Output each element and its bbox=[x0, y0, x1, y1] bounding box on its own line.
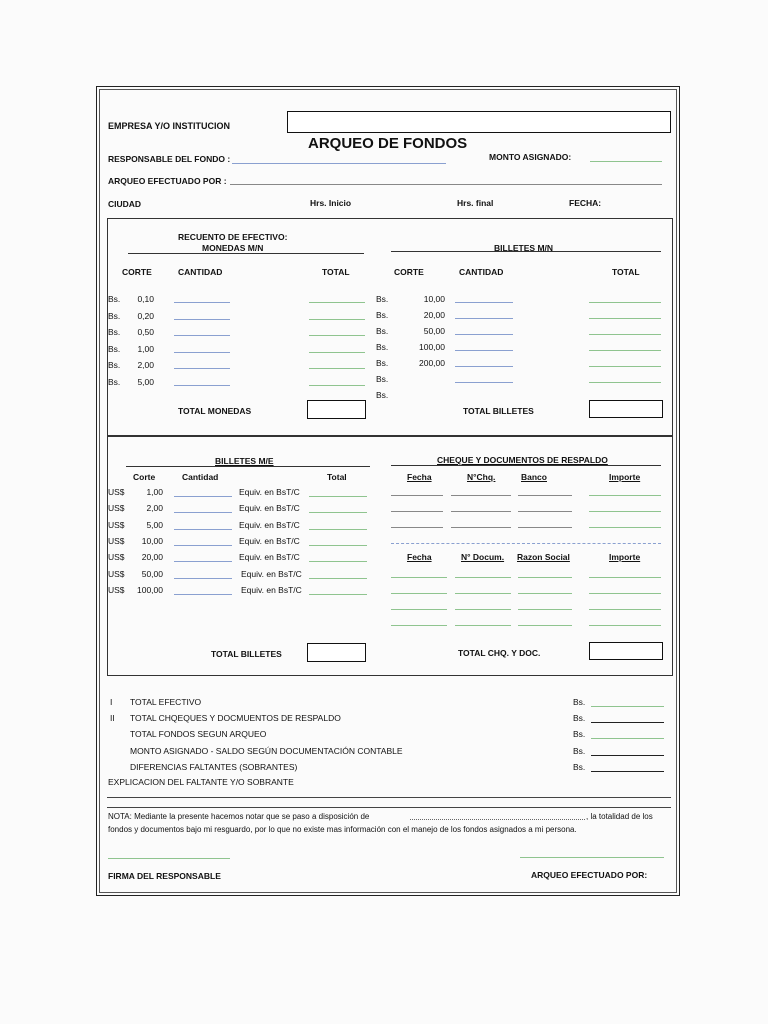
nota-line1-start: NOTA: Mediante la presente hacemos notar que se paso a disposición de bbox=[108, 812, 370, 821]
cheque-field[interactable] bbox=[451, 495, 511, 496]
me-cantidad-field[interactable] bbox=[174, 512, 232, 513]
monedas-title: MONEDAS M/N bbox=[202, 243, 264, 253]
me-currency: US$ bbox=[108, 487, 125, 497]
billete-total-field[interactable] bbox=[589, 366, 661, 367]
documento-field[interactable] bbox=[391, 625, 447, 626]
billete-currency: Bs. bbox=[376, 294, 389, 304]
me-currency: US$ bbox=[108, 503, 125, 514]
summary-currency: Bs. bbox=[573, 761, 586, 772]
cheque-field[interactable] bbox=[451, 527, 511, 528]
summary-currency: Bs. bbox=[573, 713, 586, 724]
col-corte: CORTE bbox=[122, 267, 152, 277]
billete-cantidad-field[interactable] bbox=[455, 334, 513, 335]
documento-field[interactable] bbox=[518, 625, 572, 626]
moneda-corte: 0,10 bbox=[137, 294, 154, 304]
total-monedas-box[interactable] bbox=[307, 400, 366, 419]
me-corte: 10,00 bbox=[141, 535, 163, 546]
moneda-cantidad-field[interactable] bbox=[174, 368, 230, 369]
billete-currency: Bs. bbox=[376, 310, 389, 320]
cheques-title: CHEQUE Y DOCUMENTOS DE RESPALDO bbox=[437, 455, 608, 465]
summary-amount-field[interactable] bbox=[591, 755, 664, 756]
firma-line[interactable] bbox=[108, 858, 230, 859]
moneda-currency: Bs. bbox=[108, 327, 121, 337]
billete-corte: 200,00 bbox=[419, 358, 445, 368]
chq-h1-banco: Banco bbox=[521, 472, 547, 482]
moneda-cantidad-field[interactable] bbox=[174, 352, 230, 353]
moneda-cantidad-field[interactable] bbox=[174, 385, 230, 386]
cheque-field[interactable] bbox=[391, 511, 443, 512]
cheque-field[interactable] bbox=[391, 495, 443, 496]
me-equiv-label: Equiv. en BsT/C bbox=[239, 552, 300, 563]
billete-currency: Bs. bbox=[376, 358, 389, 368]
page-title: ARQUEO DE FONDOS bbox=[308, 135, 468, 152]
documento-field[interactable] bbox=[455, 609, 511, 610]
summary-currency: Bs. bbox=[573, 745, 586, 756]
summary-currency: Bs. bbox=[573, 697, 586, 707]
documento-field[interactable] bbox=[589, 625, 661, 626]
col-cantidad: CANTIDAD bbox=[178, 267, 223, 277]
me-col-corte: Corte bbox=[133, 472, 156, 482]
me-total-field[interactable] bbox=[309, 578, 367, 579]
cheque-field[interactable] bbox=[589, 527, 661, 528]
empresa-input-box[interactable] bbox=[287, 111, 671, 133]
chq-h1-fecha: Fecha bbox=[407, 472, 432, 482]
ciudad-label: CIUDAD bbox=[108, 199, 142, 209]
chq-h2-importe: Importe bbox=[609, 552, 641, 562]
documento-field[interactable] bbox=[518, 577, 572, 578]
moneda-total-field[interactable] bbox=[309, 385, 365, 386]
me-total-field[interactable] bbox=[309, 561, 367, 562]
empresa-label: EMPRESA Y/O INSTITUCION bbox=[108, 121, 231, 131]
billete-currency: Bs. bbox=[376, 326, 389, 336]
summary-label: TOTAL FONDOS SEGUN ARQUEO bbox=[130, 729, 267, 740]
col-corte-b: CORTE bbox=[394, 267, 424, 277]
billete-cantidad-field[interactable] bbox=[455, 366, 513, 367]
documento-field[interactable] bbox=[391, 609, 447, 610]
me-currency: US$ bbox=[108, 584, 125, 595]
billete-corte: 10,00 bbox=[423, 294, 445, 304]
total-billetes-me-label: TOTAL BILLETES bbox=[211, 649, 282, 659]
moneda-cantidad-field[interactable] bbox=[174, 302, 230, 303]
summary-currency: Bs. bbox=[573, 729, 586, 740]
summary-amount-field[interactable] bbox=[591, 722, 664, 723]
moneda-total-field[interactable] bbox=[309, 302, 365, 303]
me-equiv-label: Equiv. en BsT/C bbox=[239, 503, 300, 514]
billete-cantidad-field[interactable] bbox=[455, 302, 513, 303]
responsable-label: RESPONSABLE DEL FONDO : bbox=[108, 154, 231, 164]
hrs-final-label: Hrs. final bbox=[457, 198, 494, 208]
documento-field[interactable] bbox=[455, 577, 511, 578]
summary-number: II bbox=[110, 713, 115, 724]
me-total-field[interactable] bbox=[309, 529, 367, 530]
me-equiv-label: Equiv. en BsT/C bbox=[241, 584, 302, 595]
me-corte: 50,00 bbox=[141, 568, 163, 579]
me-currency: US$ bbox=[108, 552, 125, 563]
chq-h2-razon: Razon Social bbox=[517, 552, 570, 562]
cheque-field[interactable] bbox=[589, 511, 661, 512]
billetes-mn-title: BILLETES M/N bbox=[494, 243, 554, 253]
summary-amount-field[interactable] bbox=[591, 771, 664, 772]
responsable-field[interactable] bbox=[232, 163, 446, 164]
fecha-label: FECHA: bbox=[569, 198, 602, 208]
documento-field[interactable] bbox=[391, 593, 447, 594]
moneda-total-field[interactable] bbox=[309, 335, 365, 336]
me-cantidad-field[interactable] bbox=[174, 578, 232, 579]
moneda-corte: 1,00 bbox=[137, 343, 154, 354]
col-total: TOTAL bbox=[322, 267, 350, 277]
me-currency: US$ bbox=[108, 535, 125, 546]
cheque-separator bbox=[391, 543, 661, 544]
moneda-currency: Bs. bbox=[108, 376, 121, 387]
billete-corte: 20,00 bbox=[423, 310, 445, 320]
chq-h1-importe: Importe bbox=[609, 472, 641, 482]
billete-total-field[interactable] bbox=[589, 382, 661, 383]
billete-total-field[interactable] bbox=[589, 350, 661, 351]
summary-amount-field[interactable] bbox=[591, 706, 664, 707]
total-monedas-label: TOTAL MONEDAS bbox=[178, 406, 252, 416]
summary-number: I bbox=[110, 697, 113, 707]
documento-field[interactable] bbox=[589, 609, 661, 610]
moneda-corte: 2,00 bbox=[137, 360, 154, 370]
moneda-corte: 0,50 bbox=[137, 327, 154, 337]
documento-field[interactable] bbox=[518, 593, 572, 594]
me-corte: 100,00 bbox=[137, 584, 163, 595]
me-cantidad-field[interactable] bbox=[174, 545, 232, 546]
moneda-corte: 0,20 bbox=[137, 310, 154, 321]
billete-cantidad-field[interactable] bbox=[455, 382, 513, 383]
summary-label: MONTO ASIGNADO - SALDO SEGÚN DOCUMENTACIÓN CONTABLE bbox=[130, 745, 403, 756]
efectuado-firma-line[interactable] bbox=[520, 857, 664, 858]
nota-line2: fondos y documentos bajo mi resguardo, por lo que no existe mas información con el manejo de los fondos asignados a mi persona. bbox=[108, 825, 577, 834]
me-col-total: Total bbox=[327, 472, 347, 482]
total-billetes-mn-box[interactable] bbox=[589, 400, 663, 418]
me-total-field[interactable] bbox=[309, 496, 367, 497]
moneda-currency: Bs. bbox=[108, 294, 121, 304]
me-equiv-label: Equiv. en BsT/C bbox=[239, 487, 300, 497]
billete-currency: Bs. bbox=[376, 390, 389, 400]
moneda-currency: Bs. bbox=[108, 343, 121, 354]
me-total-field[interactable] bbox=[309, 594, 367, 595]
moneda-cantidad-field[interactable] bbox=[174, 319, 230, 320]
me-cantidad-field[interactable] bbox=[174, 529, 232, 530]
moneda-total-field[interactable] bbox=[309, 319, 365, 320]
me-currency: US$ bbox=[108, 519, 125, 530]
monto-field[interactable] bbox=[590, 161, 662, 162]
me-col-cantidad: Cantidad bbox=[182, 472, 219, 482]
documento-field[interactable] bbox=[518, 609, 572, 610]
billete-total-field[interactable] bbox=[589, 334, 661, 335]
chq-h1-numero: N°Chq. bbox=[467, 472, 496, 482]
me-corte: 1,00 bbox=[146, 487, 163, 497]
billete-currency: Bs. bbox=[376, 374, 389, 384]
me-corte: 5,00 bbox=[146, 519, 163, 530]
me-total-field[interactable] bbox=[309, 545, 367, 546]
me-equiv-label: Equiv. en BsT/C bbox=[241, 568, 302, 579]
me-equiv-label: Equiv. en BsT/C bbox=[239, 535, 300, 546]
cheque-field[interactable] bbox=[451, 511, 511, 512]
moneda-cantidad-field[interactable] bbox=[174, 335, 230, 336]
cheque-field[interactable] bbox=[518, 495, 572, 496]
chq-h2-documento: N° Docum. bbox=[461, 552, 505, 562]
total-chq-box[interactable] bbox=[589, 642, 663, 660]
cheque-field[interactable] bbox=[518, 527, 572, 528]
chq-h2-fecha: Fecha bbox=[407, 552, 432, 562]
col-total-b: TOTAL bbox=[612, 267, 640, 277]
nota-disposicion-field[interactable] bbox=[410, 819, 585, 820]
firma-label: FIRMA DEL RESPONSABLE bbox=[108, 871, 221, 881]
monto-label: MONTO ASIGNADO: bbox=[489, 152, 572, 162]
summary-label: DIFERENCIAS FALTANTES (SOBRANTES) bbox=[130, 761, 298, 772]
me-currency: US$ bbox=[108, 568, 125, 579]
efectuado-label: ARQUEO EFECTUADO POR : bbox=[108, 176, 227, 186]
cheque-field[interactable] bbox=[518, 511, 572, 512]
me-cantidad-field[interactable] bbox=[174, 594, 232, 595]
efectuado-footer-label: ARQUEO EFECTUADO POR: bbox=[531, 870, 648, 880]
cheque-field[interactable] bbox=[391, 527, 443, 528]
moneda-total-field[interactable] bbox=[309, 368, 365, 369]
billete-total-field[interactable] bbox=[589, 318, 661, 319]
documento-field[interactable] bbox=[391, 577, 447, 578]
col-cantidad-b: CANTIDAD bbox=[459, 267, 504, 277]
moneda-currency: Bs. bbox=[108, 310, 121, 321]
summary-label: TOTAL CHQEQUES Y DOCMUENTOS DE RESPALDO bbox=[130, 713, 341, 724]
me-cantidad-field[interactable] bbox=[174, 561, 232, 562]
cheque-field[interactable] bbox=[589, 495, 661, 496]
billete-corte: 50,00 bbox=[423, 326, 445, 336]
documento-field[interactable] bbox=[589, 577, 661, 578]
documento-field[interactable] bbox=[455, 593, 511, 594]
recuento-label: RECUENTO DE EFECTIVO: bbox=[178, 232, 288, 242]
billete-total-field[interactable] bbox=[589, 302, 661, 303]
total-chq-label: TOTAL CHQ. Y DOC. bbox=[458, 648, 541, 658]
billete-cantidad-field[interactable] bbox=[455, 350, 513, 351]
billete-cantidad-field[interactable] bbox=[455, 318, 513, 319]
billete-corte: 100,00 bbox=[419, 342, 445, 352]
billetes-me-title: BILLETES M/E bbox=[215, 456, 274, 466]
me-total-field[interactable] bbox=[309, 512, 367, 513]
efectuado-field[interactable] bbox=[230, 184, 662, 185]
moneda-currency: Bs. bbox=[108, 360, 121, 370]
explicacion-label: EXPLICACION DEL FALTANTE Y/O SOBRANTE bbox=[108, 777, 294, 787]
moneda-corte: 5,00 bbox=[137, 376, 154, 387]
me-cantidad-field[interactable] bbox=[174, 496, 232, 497]
me-corte: 2,00 bbox=[146, 503, 163, 514]
hrs-inicio-label: Hrs. Inicio bbox=[310, 198, 352, 208]
documento-field[interactable] bbox=[455, 625, 511, 626]
me-equiv-label: Equiv. en BsT/C bbox=[239, 519, 300, 530]
nota-line1-end: , la totalidad de los bbox=[586, 812, 653, 821]
me-corte: 20,00 bbox=[141, 552, 163, 563]
moneda-total-field[interactable] bbox=[309, 352, 365, 353]
summary-amount-field[interactable] bbox=[591, 738, 664, 739]
billete-currency: Bs. bbox=[376, 342, 389, 352]
total-billetes-mn-label: TOTAL BILLETES bbox=[463, 406, 534, 416]
summary-label: TOTAL EFECTIVO bbox=[130, 697, 202, 707]
documento-field[interactable] bbox=[589, 593, 661, 594]
total-billetes-me-box[interactable] bbox=[307, 643, 366, 662]
